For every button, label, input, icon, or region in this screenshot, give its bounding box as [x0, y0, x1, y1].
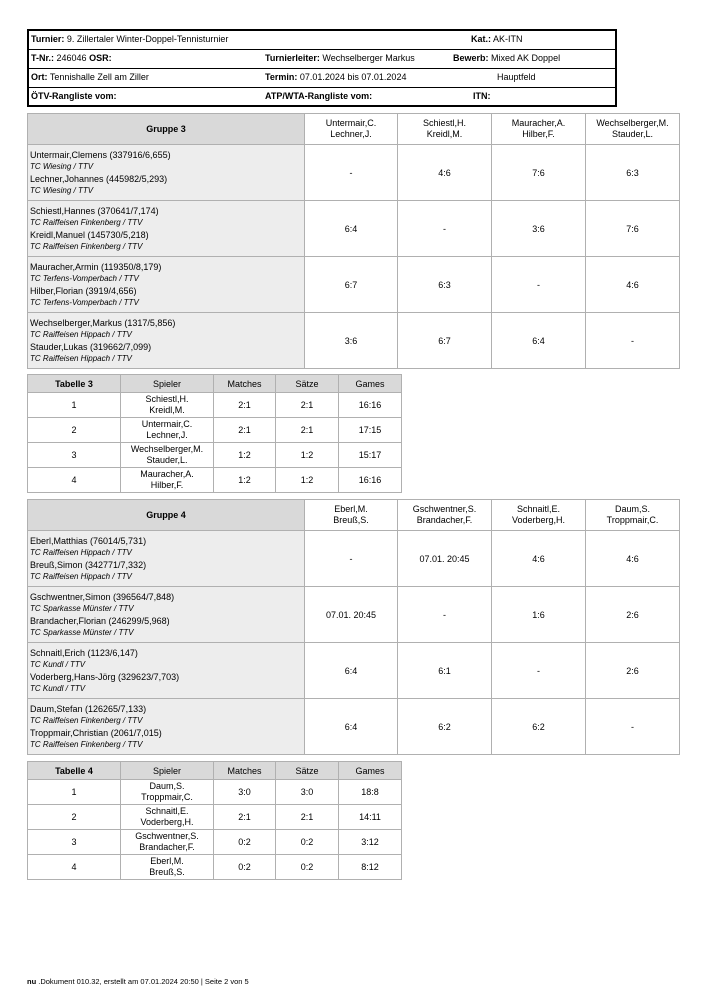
kat-value: AK-ITN [493, 34, 523, 44]
matches-cell: 2:1 [214, 805, 276, 830]
player-cell: Mauracher,A. Hilber,F. [121, 468, 214, 493]
result-cell: 1:6 [492, 587, 586, 643]
table-row [28, 145, 680, 201]
standings-3-header-rank: Tabelle 3 [28, 375, 121, 393]
standings-3-header-games: Games [339, 375, 402, 393]
standings-4-header-sets: Sätze [276, 762, 339, 780]
oetv-label: ÖTV-Rangliste vom: [31, 91, 117, 101]
rank-cell: 4 [28, 855, 121, 880]
result-cell: 6:4 [305, 643, 398, 699]
table-row [28, 468, 402, 493]
result-cell: - [398, 587, 492, 643]
result-cell: 7:6 [586, 201, 680, 257]
turnier-value: 9. Zillertaler Winter-Doppel-Tennisturnier [66, 34, 229, 44]
termin-value: 07.01.2024 bis 07.01.2024 [299, 72, 407, 82]
table-row [28, 643, 680, 699]
standings-4-header-games: Games [339, 762, 402, 780]
result-cell: - [492, 257, 586, 313]
bewerb-label: Bewerb: [453, 53, 489, 63]
group-4-matrix [27, 499, 680, 755]
page-footer [27, 977, 249, 986]
group-4-col-3: Schnaitl,E. Voderberg,H. [492, 500, 586, 531]
standings-3-header-matches: Matches [214, 375, 276, 393]
games-cell: 16:16 [339, 468, 402, 493]
group-3-col-4: Wechselberger,M. Stauder,L. [586, 114, 680, 145]
standings-3-header-player: Spieler [121, 375, 214, 393]
result-cell: - [398, 201, 492, 257]
turnier-label: Turnier: [31, 34, 65, 44]
table-row [28, 587, 680, 643]
result-cell: - [586, 699, 680, 755]
player-cell: Wechselberger,M. Stauder,L. [121, 443, 214, 468]
group-3-title: Gruppe 3 [28, 114, 305, 145]
group-4-col-4: Daum,S. Troppmair,C. [586, 500, 680, 531]
itn-label: ITN: [473, 91, 491, 101]
matches-cell: 0:2 [214, 830, 276, 855]
table-row [28, 805, 402, 830]
team-cell: Daum,Stefan (126265/7,133) TC Raiffeisen Finkenberg / TTV Troppmair,Christian (2061/7,015) TC Raiffeisen Finkenberg / TTV [28, 699, 305, 755]
player-cell: Schiestl,H. Kreidl,M. [121, 393, 214, 418]
atp-label: ATP/WTA-Rangliste vom: [265, 91, 373, 101]
team-cell: Gschwentner,Simon (396564/7,848) TC Sparkasse Münster / TTV Brandacher,Florian (246299/5,968) TC Sparkasse Münster / TTV [28, 587, 305, 643]
kat-label: Kat.: [471, 34, 491, 44]
result-cell: 6:2 [398, 699, 492, 755]
leiter-value: Wechselberger Markus [322, 53, 415, 63]
bewerb-value: Mixed AK Doppel [491, 53, 561, 63]
result-cell: 07.01. 20:45 [398, 531, 492, 587]
result-cell: 4:6 [586, 531, 680, 587]
sets-cell: 1:2 [276, 468, 339, 493]
result-cell: 4:6 [586, 257, 680, 313]
games-cell: 16:16 [339, 393, 402, 418]
games-cell: 17:15 [339, 418, 402, 443]
matches-cell: 2:1 [214, 418, 276, 443]
team-cell: Untermair,Clemens (337916/6,655) TC Wiesing / TTV Lechner,Johannes (445982/5,293) TC Wiesing / TTV [28, 145, 305, 201]
games-cell: 8:12 [339, 855, 402, 880]
result-cell: 4:6 [398, 145, 492, 201]
standings-4-header-player: Spieler [121, 762, 214, 780]
team-cell: Mauracher,Armin (119350/8,179) TC Terfens-Vomperbach / TTV Hilber,Florian (3919/4,656) TC Terfens-Vomperbach / TTV [28, 257, 305, 313]
rank-cell: 2 [28, 418, 121, 443]
result-cell: 6:7 [305, 257, 398, 313]
sets-cell: 2:1 [276, 393, 339, 418]
sets-cell: 1:2 [276, 443, 339, 468]
result-cell: 3:6 [305, 313, 398, 369]
player-cell: Daum,S. Troppmair,C. [121, 780, 214, 805]
group-4-col-1: Eberl,M. Breuß,S. [305, 500, 398, 531]
osr-label: OSR: [89, 53, 112, 63]
games-cell: 18:8 [339, 780, 402, 805]
table-row [28, 855, 402, 880]
matches-cell: 2:1 [214, 393, 276, 418]
leiter-label: Turnierleiter: [265, 53, 320, 63]
standings-3-header-sets: Sätze [276, 375, 339, 393]
footer-text: .Dokument 010.32, erstellt am 07.01.2024 20:50 | Seite 2 von 5 [38, 977, 249, 986]
group-4-title: Gruppe 4 [28, 500, 305, 531]
result-cell: 6:4 [305, 699, 398, 755]
result-cell: 6:3 [398, 257, 492, 313]
games-cell: 15:17 [339, 443, 402, 468]
result-cell: - [586, 313, 680, 369]
matches-cell: 1:2 [214, 443, 276, 468]
rank-cell: 1 [28, 780, 121, 805]
table-row [28, 443, 402, 468]
games-cell: 14:11 [339, 805, 402, 830]
result-cell: 4:6 [492, 531, 586, 587]
standings-table-4 [27, 761, 402, 880]
result-cell: - [305, 145, 398, 201]
table-row [28, 201, 680, 257]
group-3-col-2: Schiestl,H. Kreidl,M. [398, 114, 492, 145]
table-row [28, 531, 680, 587]
group-3-matrix [27, 113, 680, 369]
player-cell: Untermair,C. Lechner,J. [121, 418, 214, 443]
player-cell: Schnaitl,E. Voderberg,H. [121, 805, 214, 830]
group-3-col-3: Mauracher,A. Hilber,F. [492, 114, 586, 145]
result-cell: 07.01. 20:45 [305, 587, 398, 643]
result-cell: 7:6 [492, 145, 586, 201]
result-cell: - [305, 531, 398, 587]
player-cell: Eberl,M. Breuß,S. [121, 855, 214, 880]
matches-cell: 3:0 [214, 780, 276, 805]
rank-cell: 3 [28, 443, 121, 468]
feld-value: Hauptfeld [497, 72, 536, 82]
result-cell: 6:4 [492, 313, 586, 369]
rank-cell: 4 [28, 468, 121, 493]
table-row [28, 418, 402, 443]
result-cell: - [492, 643, 586, 699]
result-cell: 6:4 [305, 201, 398, 257]
tnr-label: T-Nr.: [31, 53, 55, 63]
tournament-header [27, 29, 617, 107]
standings-4-header-matches: Matches [214, 762, 276, 780]
sets-cell: 3:0 [276, 780, 339, 805]
standings-table-3 [27, 374, 402, 493]
result-cell: 3:6 [492, 201, 586, 257]
table-row [28, 699, 680, 755]
tnr-value: 246046 [56, 53, 87, 63]
result-cell: 6:2 [492, 699, 586, 755]
sets-cell: 0:2 [276, 830, 339, 855]
table-row [28, 780, 402, 805]
team-cell: Eberl,Matthias (76014/5,731) TC Raiffeisen Hippach / TTV Breuß,Simon (342771/7,332) TC Raiffeisen Hippach / TTV [28, 531, 305, 587]
result-cell: 2:6 [586, 643, 680, 699]
footer-logo: nu [27, 977, 37, 986]
sets-cell: 0:2 [276, 855, 339, 880]
rank-cell: 3 [28, 830, 121, 855]
ort-value: Tennishalle Zell am Ziller [49, 72, 149, 82]
ort-label: Ort: [31, 72, 48, 82]
standings-4-header-rank: Tabelle 4 [28, 762, 121, 780]
rank-cell: 2 [28, 805, 121, 830]
player-cell: Gschwentner,S. Brandacher,F. [121, 830, 214, 855]
matches-cell: 1:2 [214, 468, 276, 493]
result-cell: 6:3 [586, 145, 680, 201]
matches-cell: 0:2 [214, 855, 276, 880]
termin-label: Termin: [265, 72, 298, 82]
table-row [28, 393, 402, 418]
team-cell: Wechselberger,Markus (1317/5,856) TC Raiffeisen Hippach / TTV Stauder,Lukas (319662/7,099) TC Raiffeisen Hippach / TTV [28, 313, 305, 369]
table-row [28, 257, 680, 313]
table-row [28, 313, 680, 369]
sets-cell: 2:1 [276, 805, 339, 830]
team-cell: Schiestl,Hannes (370641/7,174) TC Raiffeisen Finkenberg / TTV Kreidl,Manuel (145730/5,218) TC Raiffeisen Finkenberg / TTV [28, 201, 305, 257]
group-4-col-2: Gschwentner,S. Brandacher,F. [398, 500, 492, 531]
result-cell: 6:7 [398, 313, 492, 369]
table-row [28, 830, 402, 855]
rank-cell: 1 [28, 393, 121, 418]
games-cell: 3:12 [339, 830, 402, 855]
result-cell: 2:6 [586, 587, 680, 643]
team-cell: Schnaitl,Erich (1123/6,147) TC Kundl / TTV Voderberg,Hans-Jörg (329623/7,703) TC Kundl / TTV [28, 643, 305, 699]
result-cell: 6:1 [398, 643, 492, 699]
sets-cell: 2:1 [276, 418, 339, 443]
group-3-col-1: Untermair,C. Lechner,J. [305, 114, 398, 145]
